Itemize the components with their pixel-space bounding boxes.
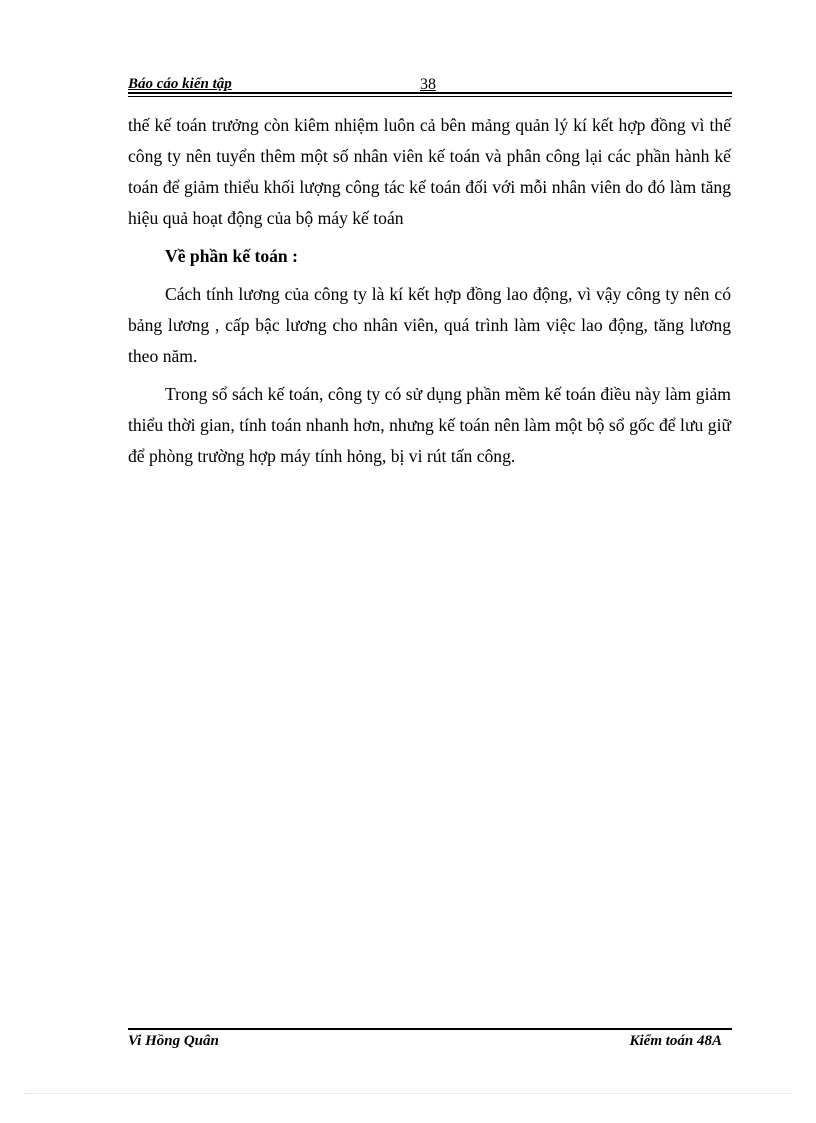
header-rule-thin [128,96,732,97]
section-heading: Về phần kế toán : [165,246,298,266]
footer-rule [128,1028,732,1030]
page-number: 38 [420,76,436,93]
header-rule [128,92,732,94]
footer-class: Kiểm toán 48A [629,1033,722,1049]
paragraph-software: Trong sổ sách kế toán, công ty có sử dụng phần mềm kế toán điều này làm giảm thiểu thời gian, tính toán nhanh hơn, nhưng kế toán nên làm một bộ sổ gốc để lưu giữ để phòng trường hợp máy tính hỏng, bị vi rút tấn công. [128,384,731,466]
paragraph-continuation: thế kế toán trưởng còn kiêm nhiệm luôn cả bên mảng quản lý kí kết hợp đồng vì thế công ty nên tuyển thêm một số nhân viên kế toán và phân công lại các phần hành kế toán để giảm thiểu khối lượng công tác kế toán đối với mỗi nhân viên do đó làm tăng hiệu quả hoạt động của bộ máy kế toán [128,115,731,228]
footer-author: Vi Hồng Quân [128,1033,219,1049]
page-footer [128,1033,732,1051]
paragraph-salary: Cách tính lương của công ty là kí kết hợp đồng lao động, vì vậy công ty nên có bảng lương , cấp bậc lương cho nhân viên, quá trình làm việc lao động, tăng lương theo năm. [128,284,731,366]
document-body [128,110,731,479]
page-edge [24,1093,792,1094]
header-title: Báo cáo kiến tập [128,76,232,92]
